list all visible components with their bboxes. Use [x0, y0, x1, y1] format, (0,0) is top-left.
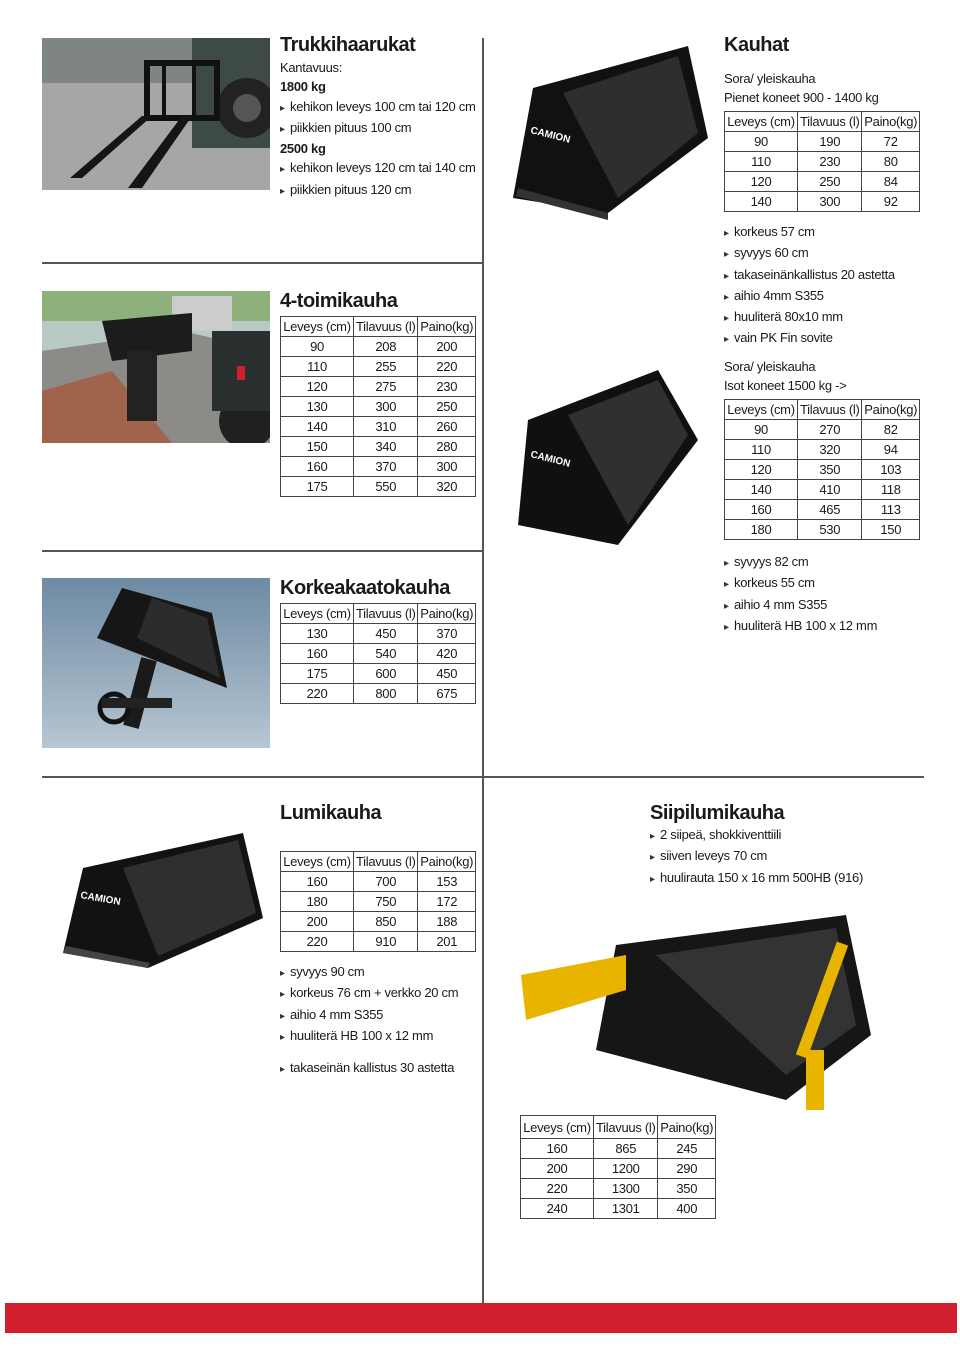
table-header-row	[281, 317, 476, 337]
wing-snow-bucket-spec-list	[650, 825, 863, 889]
table-cell: 82	[862, 420, 920, 440]
table-cell: 90	[725, 132, 798, 152]
column-header: Tilavuus (l)	[798, 400, 862, 420]
capacity-2500: 2500 kg	[280, 141, 326, 157]
list-item: ▸ vain PK Fin sovite	[724, 328, 895, 349]
small-bucket-table	[724, 111, 920, 212]
large-gravel-bucket-photo	[508, 365, 708, 545]
table-cell: 1200	[594, 1159, 658, 1179]
table-cell: 310	[354, 417, 418, 437]
table-cell: 150	[862, 520, 920, 540]
column-header: Paino(kg)	[658, 1116, 716, 1139]
table-cell: 530	[798, 520, 862, 540]
table-cell: 160	[521, 1139, 594, 1159]
table-cell: 370	[418, 624, 476, 644]
subtitle-line: Pienet koneet 900 - 1400 kg	[724, 90, 879, 106]
list-item: ▸ huulirauta 150 x 16 mm 500HB (916)	[650, 868, 863, 889]
table-cell: 230	[418, 377, 476, 397]
table-cell: 910	[354, 932, 418, 952]
list-item: ▸ huuliterä 80x10 mm	[724, 307, 895, 328]
large-bucket-subtitle	[724, 357, 846, 396]
column-header: Leveys (cm)	[281, 852, 354, 872]
column-header: Paino(kg)	[862, 112, 920, 132]
table-header-row	[281, 604, 476, 624]
column-header: Tilavuus (l)	[594, 1116, 658, 1139]
table-cell: 80	[862, 152, 920, 172]
table-row	[281, 477, 476, 497]
table-row	[281, 337, 476, 357]
table-cell: 230	[798, 152, 862, 172]
table-cell: 300	[418, 457, 476, 477]
high-dump-title: Korkeakaatokauha	[280, 577, 450, 599]
table-cell: 84	[862, 172, 920, 192]
table-cell: 250	[798, 172, 862, 192]
table-cell: 140	[281, 417, 354, 437]
column-header: Leveys (cm)	[725, 400, 798, 420]
small-bucket-subtitle	[724, 69, 879, 108]
table-cell: 120	[725, 460, 798, 480]
table-row	[725, 152, 920, 172]
table-row	[281, 872, 476, 892]
table-cell: 220	[521, 1179, 594, 1199]
column-header: Paino(kg)	[418, 604, 476, 624]
table-cell: 140	[725, 480, 798, 500]
divider-row-1	[42, 262, 482, 264]
table-cell: 110	[725, 152, 798, 172]
small-bucket-spec-list	[724, 222, 895, 350]
table-row	[281, 437, 476, 457]
column-header: Leveys (cm)	[725, 112, 798, 132]
table-cell: 120	[725, 172, 798, 192]
table-row	[281, 377, 476, 397]
table-cell: 550	[354, 477, 418, 497]
column-divider-bottom	[482, 778, 484, 1303]
table-row	[725, 132, 920, 152]
table-cell: 160	[281, 457, 354, 477]
table-row	[281, 644, 476, 664]
table-row	[281, 932, 476, 952]
table-cell: 600	[354, 664, 418, 684]
table-header-row	[281, 852, 476, 872]
column-header: Paino(kg)	[418, 317, 476, 337]
table-cell: 200	[418, 337, 476, 357]
capacity-1800: 1800 kg	[280, 79, 326, 95]
table-cell: 130	[281, 624, 354, 644]
table-cell: 350	[798, 460, 862, 480]
table-cell: 120	[281, 377, 354, 397]
column-header: Tilavuus (l)	[798, 112, 862, 132]
table-row	[281, 892, 476, 912]
table-row	[725, 520, 920, 540]
list-item: ▸ siiven leveys 70 cm	[650, 846, 863, 867]
table-cell: 300	[354, 397, 418, 417]
wing-snow-bucket-title: Siipilumikauha	[650, 802, 785, 824]
table-cell: 103	[862, 460, 920, 480]
table-cell: 201	[418, 932, 476, 952]
list-item: ▸ syvyys 60 cm	[724, 243, 895, 264]
table-cell: 160	[281, 872, 354, 892]
table-row	[725, 500, 920, 520]
table-row	[521, 1159, 716, 1179]
table-row	[281, 397, 476, 417]
camion-logo-2: CAMION	[529, 449, 572, 470]
snow-bucket-title: Lumikauha	[280, 802, 382, 824]
large-bucket-spec-list	[724, 552, 877, 637]
table-cell: 400	[658, 1199, 716, 1219]
back-wall-tilt-item: ▸ takaseinän kallistus 30 astetta	[280, 1058, 454, 1079]
table-cell: 90	[725, 420, 798, 440]
table-cell: 90	[281, 337, 354, 357]
list-item: ▸ korkeus 76 cm + verkko 20 cm	[280, 983, 458, 1004]
table-cell: 370	[354, 457, 418, 477]
high-dump-table	[280, 603, 476, 704]
column-header: Tilavuus (l)	[354, 852, 418, 872]
table-cell: 410	[798, 480, 862, 500]
table-cell: 320	[798, 440, 862, 460]
table-cell: 175	[281, 664, 354, 684]
large-bucket-table	[724, 399, 920, 540]
table-cell: 200	[521, 1159, 594, 1179]
table-cell: 160	[725, 500, 798, 520]
table-cell: 270	[798, 420, 862, 440]
column-header: Leveys (cm)	[281, 317, 354, 337]
buckets-title: Kauhat	[724, 34, 789, 56]
subtitle-line: Isot koneet 1500 kg ->	[724, 378, 847, 394]
table-cell: 153	[418, 872, 476, 892]
table-row	[281, 912, 476, 932]
wing-snow-bucket-table	[520, 1115, 716, 1219]
camion-logo-3: CAMION	[79, 890, 122, 908]
list-item: ▸ aihio 4 mm S355	[280, 1005, 458, 1026]
table-cell: 190	[798, 132, 862, 152]
table-row	[725, 192, 920, 212]
forklift-forks-photo	[42, 38, 270, 190]
table-cell: 250	[418, 397, 476, 417]
list-item: ▸ kehikon leveys 120 cm tai 140 cm	[280, 158, 476, 179]
table-row	[281, 684, 476, 704]
table-cell: 160	[281, 644, 354, 664]
table-cell: 1300	[594, 1179, 658, 1199]
table-row	[725, 460, 920, 480]
table-cell: 72	[862, 132, 920, 152]
table-cell: 540	[354, 644, 418, 664]
footer-red-bar	[5, 1303, 957, 1333]
list-item: ▸ piikkien pituus 100 cm	[280, 118, 476, 139]
table-row	[281, 624, 476, 644]
list-item: ▸ 2 siipeä, shokkiventtiili	[650, 825, 863, 846]
column-header: Tilavuus (l)	[354, 317, 418, 337]
list-item: ▸ syvyys 82 cm	[724, 552, 877, 573]
forks-title: Trukkihaarukat	[280, 34, 416, 56]
column-header: Leveys (cm)	[281, 604, 354, 624]
four-in-one-table	[280, 316, 476, 497]
table-cell: 220	[418, 357, 476, 377]
table-row	[725, 480, 920, 500]
table-cell: 465	[798, 500, 862, 520]
table-cell: 208	[354, 337, 418, 357]
snow-bucket-spec-list	[280, 962, 458, 1047]
table-cell: 92	[862, 192, 920, 212]
subtitle-line: Sora/ yleiskauha	[724, 359, 816, 374]
table-cell: 240	[521, 1199, 594, 1219]
list-item: ▸ huuliterä HB 100 x 12 mm	[280, 1026, 458, 1047]
table-cell: 150	[281, 437, 354, 457]
table-row	[521, 1139, 716, 1159]
forks-spec-list	[280, 58, 476, 201]
capacity-label: Kantavuus:	[280, 60, 343, 75]
table-cell: 450	[418, 664, 476, 684]
table-header-row	[521, 1116, 716, 1139]
four-in-one-title: 4-toimikauha	[280, 290, 398, 312]
table-cell: 750	[354, 892, 418, 912]
column-header: Leveys (cm)	[521, 1116, 594, 1139]
table-row	[281, 417, 476, 437]
table-cell: 850	[354, 912, 418, 932]
table-cell: 110	[725, 440, 798, 460]
list-item: ▸ korkeus 55 cm	[724, 573, 877, 594]
table-cell: 220	[281, 932, 354, 952]
table-cell: 200	[281, 912, 354, 932]
list-item: ▸ aihio 4 mm S355	[724, 595, 877, 616]
table-cell: 340	[354, 437, 418, 457]
table-cell: 320	[418, 477, 476, 497]
table-row	[281, 357, 476, 377]
list-item: ▸ syvyys 90 cm	[280, 962, 458, 983]
table-cell: 450	[354, 624, 418, 644]
table-cell: 260	[418, 417, 476, 437]
table-cell: 300	[798, 192, 862, 212]
table-cell: 350	[658, 1179, 716, 1199]
table-cell: 675	[418, 684, 476, 704]
small-gravel-bucket-photo	[508, 38, 708, 220]
table-header-row	[725, 112, 920, 132]
column-divider-top	[482, 38, 484, 778]
table-cell: 175	[281, 477, 354, 497]
list-item: ▸ huuliterä HB 100 x 12 mm	[724, 616, 877, 637]
list-item: ▸ takaseinänkallistus 20 astetta	[724, 265, 895, 286]
table-cell: 280	[418, 437, 476, 457]
table-cell: 700	[354, 872, 418, 892]
table-cell: 180	[725, 520, 798, 540]
list-item: ▸ piikkien pituus 120 cm	[280, 180, 476, 201]
table-cell: 245	[658, 1139, 716, 1159]
table-cell: 1301	[594, 1199, 658, 1219]
table-row	[725, 172, 920, 192]
table-cell: 275	[354, 377, 418, 397]
table-cell: 118	[862, 480, 920, 500]
table-cell: 110	[281, 357, 354, 377]
table-cell: 220	[281, 684, 354, 704]
snow-bucket-photo	[58, 828, 263, 968]
camion-logo-1: CAMION	[529, 125, 572, 146]
table-cell: 255	[354, 357, 418, 377]
column-header: Tilavuus (l)	[354, 604, 418, 624]
table-row	[281, 664, 476, 684]
divider-row-2	[42, 550, 482, 552]
four-in-one-bucket-photo	[42, 291, 270, 443]
table-row	[281, 457, 476, 477]
table-cell: 800	[354, 684, 418, 704]
table-row	[521, 1179, 716, 1199]
subtitle-line: Sora/ yleiskauha	[724, 71, 816, 86]
list-item: ▸ kehikon leveys 100 cm tai 120 cm	[280, 97, 476, 118]
table-header-row	[725, 400, 920, 420]
column-header: Paino(kg)	[418, 852, 476, 872]
table-cell: 188	[418, 912, 476, 932]
table-cell: 420	[418, 644, 476, 664]
table-cell: 130	[281, 397, 354, 417]
wing-snow-bucket-photo	[516, 900, 892, 1110]
table-cell: 180	[281, 892, 354, 912]
table-cell: 140	[725, 192, 798, 212]
table-cell: 290	[658, 1159, 716, 1179]
table-cell: 865	[594, 1139, 658, 1159]
column-header: Paino(kg)	[862, 400, 920, 420]
table-row	[725, 420, 920, 440]
list-item: ▸ korkeus 57 cm	[724, 222, 895, 243]
table-cell: 113	[862, 500, 920, 520]
table-cell: 172	[418, 892, 476, 912]
high-dump-bucket-photo	[42, 578, 270, 748]
list-item: ▸ aihio 4mm S355	[724, 286, 895, 307]
table-row	[725, 440, 920, 460]
snow-bucket-table	[280, 851, 476, 952]
table-row	[521, 1199, 716, 1219]
table-cell: 94	[862, 440, 920, 460]
